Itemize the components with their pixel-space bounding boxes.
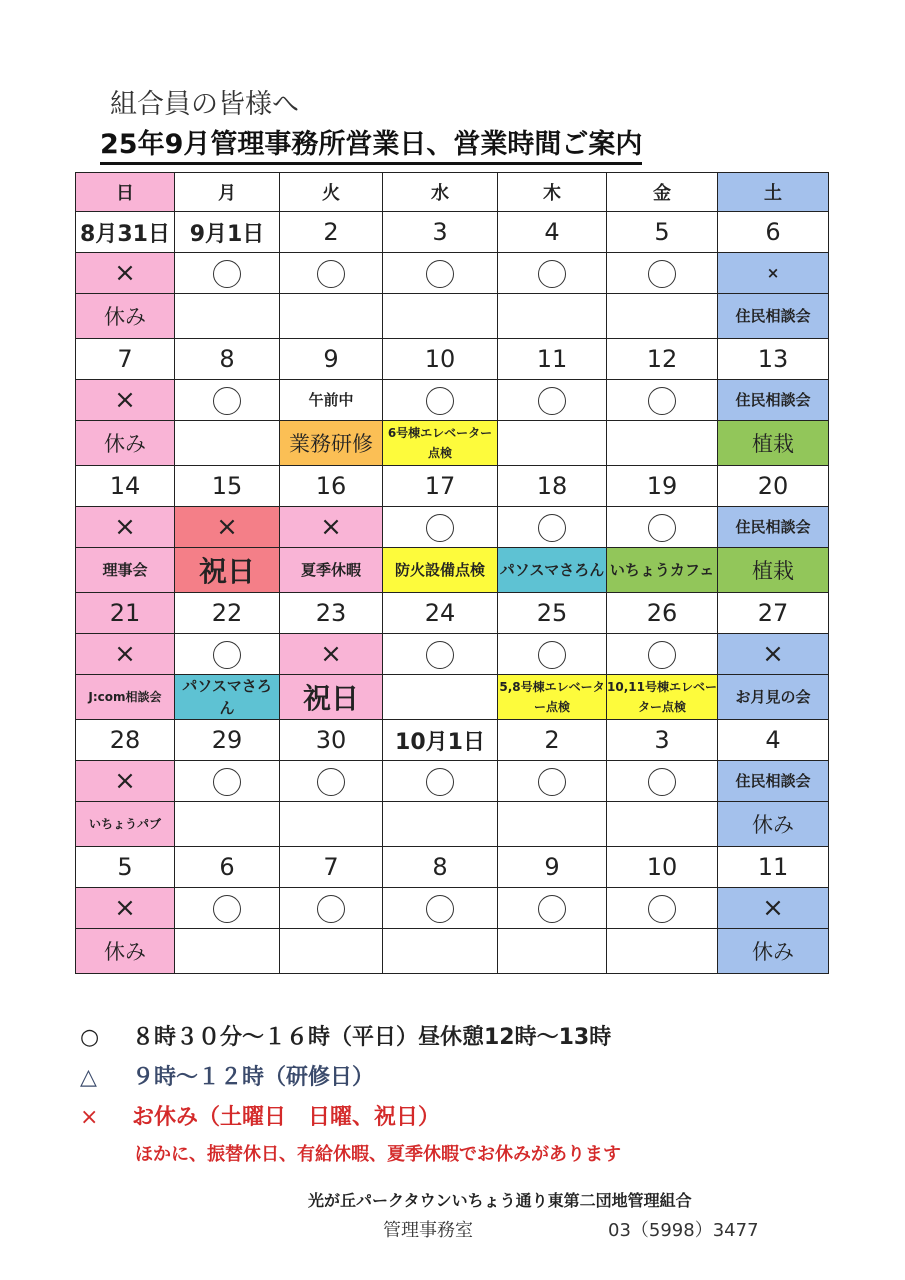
date-row [76,212,829,253]
event-cell: いちょうカフェ [607,548,718,593]
open-circle-icon [538,895,566,923]
status-cell [383,888,498,929]
status-cell [280,761,383,802]
weekday-5: 金 [607,173,718,212]
status-cell [498,888,607,929]
closed-cross-icon: × [762,893,784,923]
event-cell [607,294,718,339]
status-cell [718,634,829,675]
status-cell [498,634,607,675]
status-cell [76,634,175,675]
event-cell: 防火設備点検 [383,548,498,593]
open-circle-icon [538,514,566,542]
open-circle-icon [648,641,676,669]
date-cell: 6 [175,847,280,888]
event-cell: 6号棟エレベーター点検 [383,421,498,466]
status-cell [280,253,383,294]
weekday-2: 火 [280,173,383,212]
date-cell: 28 [76,720,175,761]
open-circle-icon [317,895,345,923]
date-cell: 4 [718,720,829,761]
page-title: 25年9月管理事務所営業日、営業時間ご案内 [100,128,642,165]
status-cell [280,888,383,929]
event-cell [498,802,607,847]
date-cell: 26 [607,593,718,634]
date-cell: 10 [607,847,718,888]
event-cell: 休み [718,929,829,974]
open-circle-icon [426,641,454,669]
event-cell [383,675,498,720]
date-cell: 2 [498,720,607,761]
status-cell [607,507,718,548]
weekday-3: 水 [383,173,498,212]
event-row [76,548,829,593]
status-cell [175,253,280,294]
event-cell: J:com相談会 [76,675,175,720]
status-label: 午前中 [308,391,354,409]
status-cell [498,761,607,802]
status-cell [76,253,175,294]
date-cell: 3 [383,212,498,253]
legend-open-text: ８時３０分～１６時（平日）昼休憩12時～13時 [132,1025,612,1050]
event-cell [607,929,718,974]
status-cell [280,507,383,548]
status-row [76,253,829,294]
status-cell [718,253,829,294]
event-cell [383,294,498,339]
open-circle-icon [426,895,454,923]
open-circle-icon [213,641,241,669]
date-row [76,720,829,761]
status-row [76,634,829,675]
date-cell: 19 [607,466,718,507]
open-circle-icon [317,768,345,796]
date-cell: 9 [498,847,607,888]
open-circle-icon [538,768,566,796]
open-circle-icon [648,768,676,796]
date-cell: 11 [498,339,607,380]
greeting: 組合員の皆様へ [110,89,299,120]
status-cell [607,888,718,929]
date-cell: 3 [607,720,718,761]
event-cell: 10,11号棟エレベーター点検 [607,675,718,720]
date-cell: 9 [280,339,383,380]
status-cell [175,507,280,548]
status-cell [718,761,829,802]
status-row [76,507,829,548]
event-row [76,675,829,720]
event-cell: 夏季休暇 [280,548,383,593]
legend-note: ほかに、振替休日、有給休暇、夏季休暇でお休みがあります [135,1144,621,1165]
open-circle-icon [213,895,241,923]
event-cell: 5,8号棟エレベーター点検 [498,675,607,720]
event-cell [498,421,607,466]
date-cell: 13 [718,339,829,380]
legend-closed [80,1100,440,1131]
date-cell: 21 [76,593,175,634]
date-row [76,847,829,888]
event-cell: 祝日 [175,548,280,593]
status-cell [607,634,718,675]
status-cell [280,634,383,675]
status-row [76,380,829,421]
status-cell [175,888,280,929]
status-cell [76,888,175,929]
open-circle-icon [648,514,676,542]
event-cell [280,802,383,847]
status-cell [383,253,498,294]
event-row [76,421,829,466]
status-cell [175,380,280,421]
status-cell [718,888,829,929]
date-cell: 7 [76,339,175,380]
date-cell: 17 [383,466,498,507]
status-cell [175,634,280,675]
event-cell [383,929,498,974]
open-circle-icon [426,514,454,542]
status-cell [383,634,498,675]
event-cell: 休み [76,929,175,974]
open-circle-icon [426,260,454,288]
event-cell: 植栽 [718,548,829,593]
date-cell: 20 [718,466,829,507]
event-cell: お月見の会 [718,675,829,720]
event-cell [280,294,383,339]
event-cell: いちょうパブ [76,802,175,847]
status-cell [607,761,718,802]
status-cell [280,380,383,421]
date-cell: 18 [498,466,607,507]
legend-triangle-symbol: △ [80,1065,97,1090]
open-circle-icon [213,387,241,415]
date-cell: 8 [383,847,498,888]
open-circle-icon [648,895,676,923]
status-cell [718,507,829,548]
open-circle-icon [213,260,241,288]
event-row [76,929,829,974]
date-cell: 22 [175,593,280,634]
weekday-0: 日 [76,173,175,212]
event-cell: 休み [76,421,175,466]
closed-cross-icon: × [216,512,238,542]
event-row [76,294,829,339]
open-circle-icon [317,260,345,288]
date-cell: 30 [280,720,383,761]
event-cell [383,802,498,847]
date-row [76,593,829,634]
closed-cross-icon: × [114,385,136,415]
date-cell: 8 [175,339,280,380]
status-cell [607,380,718,421]
event-cell: 業務研修 [280,421,383,466]
weekday-header-row [76,173,829,212]
status-label: 住民相談会 [735,772,811,790]
date-cell: 7 [280,847,383,888]
date-cell: 25 [498,593,607,634]
event-cell: パソスマさろん [498,548,607,593]
status-cell [76,761,175,802]
event-cell: パソスマさろん [175,675,280,720]
status-cell [383,380,498,421]
status-cell [498,507,607,548]
date-cell: 6 [718,212,829,253]
status-cell [498,253,607,294]
status-row [76,888,829,929]
open-circle-icon [213,768,241,796]
office-phone: 03（5998）3477 [608,1220,759,1241]
date-row [76,466,829,507]
date-row [76,339,829,380]
open-circle-icon [538,260,566,288]
legend-training-hours [80,1060,374,1091]
business-calendar [75,172,829,974]
status-cell [498,380,607,421]
date-cell: 9月1日 [175,212,280,253]
date-cell: 10 [383,339,498,380]
status-cell [383,761,498,802]
event-cell: 植栽 [718,421,829,466]
date-cell: 4 [498,212,607,253]
legend-open-hours [80,1020,611,1051]
closed-cross-icon: × [762,639,784,669]
date-cell: 8月31日 [76,212,175,253]
status-cell [383,507,498,548]
open-circle-icon [648,260,676,288]
open-circle-icon [538,387,566,415]
weekday-6: 土 [718,173,829,212]
closed-cross-icon: × [114,766,136,796]
status-cell [718,380,829,421]
date-cell: 29 [175,720,280,761]
date-cell: 5 [76,847,175,888]
event-cell [607,421,718,466]
event-cell [498,294,607,339]
event-cell [498,929,607,974]
status-cell [607,253,718,294]
legend-closed-text: お休み（土曜日 日曜、祝日） [132,1105,441,1130]
status-cell [76,380,175,421]
date-cell: 15 [175,466,280,507]
closed-cross-icon: × [114,512,136,542]
date-cell: 2 [280,212,383,253]
status-cell [76,507,175,548]
open-circle-icon [426,387,454,415]
status-row [76,761,829,802]
open-circle-icon [538,641,566,669]
closed-cross-icon: × [320,639,342,669]
closed-cross-icon: × [320,512,342,542]
date-cell: 10月1日 [383,720,498,761]
open-circle-icon [648,387,676,415]
legend-training-text: ９時～１２時（研修日） [132,1065,375,1090]
date-cell: 11 [718,847,829,888]
event-cell [175,294,280,339]
organization-name: 光が丘パークタウンいちょう通り東第二団地管理組合 [308,1191,692,1210]
closed-cross-icon: × [114,893,136,923]
open-circle-icon [426,768,454,796]
event-row [76,802,829,847]
event-cell [175,929,280,974]
office-name: 管理事務室 [383,1220,473,1241]
date-cell: 24 [383,593,498,634]
event-cell: 住民相談会 [718,294,829,339]
event-cell: 休み [718,802,829,847]
legend-circle-symbol: ○ [80,1025,100,1050]
closed-cross-icon: × [114,258,136,288]
date-cell: 23 [280,593,383,634]
weekday-4: 木 [498,173,607,212]
event-cell [607,802,718,847]
date-cell: 5 [607,212,718,253]
status-label: 住民相談会 [735,518,811,536]
event-cell: 祝日 [280,675,383,720]
event-cell: 休み [76,294,175,339]
event-cell [175,802,280,847]
legend-cross-symbol: × [80,1105,99,1130]
status-cell [175,761,280,802]
date-cell: 12 [607,339,718,380]
date-cell: 16 [280,466,383,507]
event-cell: 理事会 [76,548,175,593]
closed-cross-icon: × [766,264,780,282]
date-cell: 14 [76,466,175,507]
closed-cross-icon: × [114,639,136,669]
event-cell [280,929,383,974]
status-label: 住民相談会 [735,391,811,409]
weekday-1: 月 [175,173,280,212]
date-cell: 27 [718,593,829,634]
event-cell [175,421,280,466]
